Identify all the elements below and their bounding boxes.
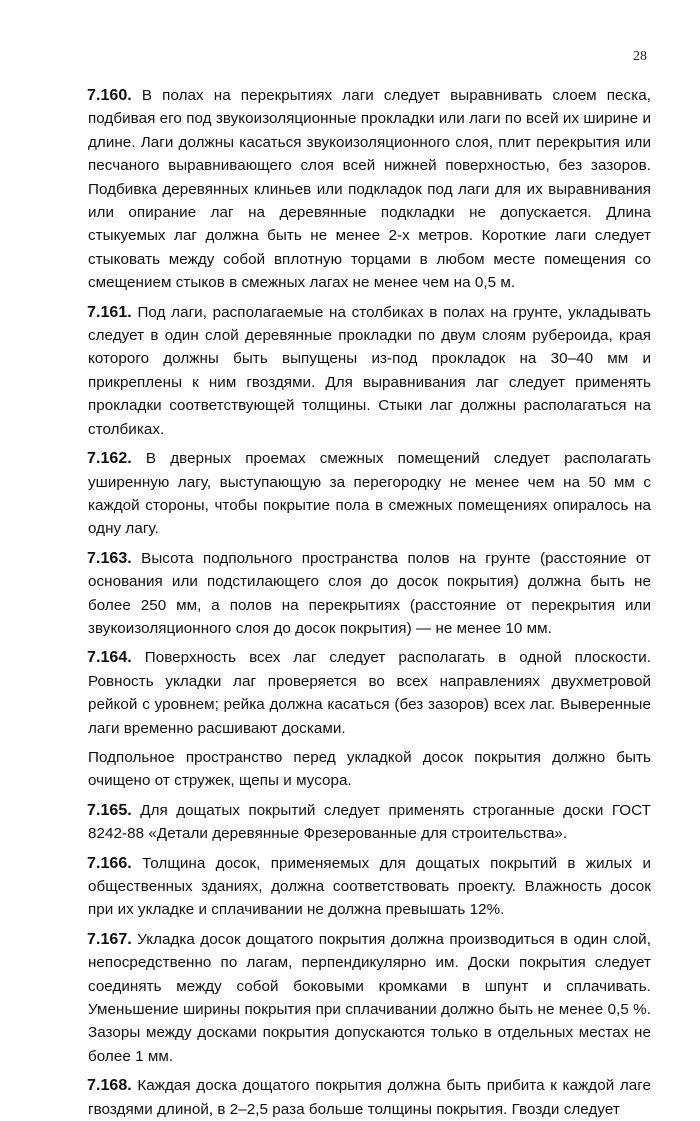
paragraph-text: Каждая доска дощатого покрытия должна быть прибита к каждой лаге гвоздями длиной, в 2–2,5 раза больше толщины покрытия. Гвозди следует	[88, 1077, 651, 1118]
paragraph-text: В дверных проемах смежных помещений следует располагать уширенную лагу, выступающую за перегородку не менее чем на 50 мм с каждой стороны, чтобы покрытие пола в смежных помещениях опиралось на одну лагу.	[88, 450, 651, 538]
paragraph-text: Толщина досок, применяемых для дощатых покрытий в жилых и общественных зданиях, должна соответствовать проекту. Влажность досок при их укладке и сплачивании не должна превышать 12%.	[88, 854, 651, 919]
paragraph-7-164	[88, 646, 651, 740]
paragraph-7-168	[88, 1074, 651, 1121]
clause-number: 7.160.	[87, 87, 132, 104]
paragraph-7-167	[88, 928, 651, 1068]
paragraph-text: Укладка досок дощатого покрытия должна производиться в один слой, непосредственно по лагам, перпендикулярно им. Доски покрытия следует соединять между собой боковыми кромками в шпунт и сплачивать. Уменьшение ширины покрытия при сплачивании должно быть не менее 0,5 %. Зазоры между досками покрытия допускаются только в отдельных местах не более 1 мм.	[88, 930, 651, 1065]
paragraph-7-161	[88, 301, 651, 441]
document-body	[88, 84, 651, 1121]
paragraph-7-162	[88, 447, 651, 541]
paragraph-text: Высота подпольного пространства полов на грунте (расстояние от основания или подстилающего слоя до досок покрытия) должна быть не более 250 мм, а полов на перекрытиях (расстояние от перекрытия или звукоизоляционного слоя до досок покрытия) — не менее 10 мм.	[88, 549, 651, 637]
paragraph-7-166	[88, 852, 651, 922]
paragraph-7-160	[88, 84, 651, 295]
clause-number: 7.162.	[87, 450, 132, 468]
paragraph-text: Под лаги, располагаемые на столбиках в полах на грунте, укладывать следует в один слой деревянные прокладки по двум слоям рубероида, края которого должны быть выпущены из-под прокладок на 30–40 мм и прикреплены к ним гвоздями. Для выравнивания лаг следует применять прокладки соответствующей толщины. Стыки лаг должны располагаться на столбиках.	[88, 303, 651, 438]
clause-number: 7.166.	[87, 854, 132, 872]
paragraph-7-163	[88, 547, 651, 641]
clause-number: 7.168.	[87, 1077, 132, 1095]
paragraph-text: Подпольное пространство перед укладкой досок покрытия должно быть очищено от стружек, щепы и мусора.	[88, 748, 651, 790]
paragraph-7-165	[88, 799, 651, 846]
paragraph-text: Поверхность всех лаг следует располагать в одной плоскости. Ровность укладки лаг проверяется во всех направлениях двухметровой рейкой с уровнем; рейка должна касаться (без зазоров) всех лаг. Выверенные лаги временно расшивают досками.	[88, 649, 651, 737]
clause-number: 7.167.	[87, 930, 132, 948]
clause-number: 7.164.	[87, 649, 132, 667]
paragraph-7-164-continued	[88, 746, 651, 793]
paragraph-text: Для дощатых покрытий следует применять строганные доски ГОСТ 8242-88 «Детали деревянные Фрезерованные для строительства».	[88, 801, 651, 843]
page-number: 28	[633, 49, 647, 64]
clause-number: 7.161.	[87, 303, 132, 321]
clause-number: 7.163.	[87, 549, 132, 567]
clause-number: 7.165.	[87, 801, 132, 819]
paragraph-text: В полах на перекрытиях лаги следует выравнивать слоем песка, подбивая его под звукоизоляционные прокладки или лаги по всей их ширине и длине. Лаги должны касаться звукоизоляционного слоя, плит перекрытия или песчаного выравнивающего слоя всей нижней поверхностью, без зазоров. Подбивка деревянных клиньев или подкладок под лаги для их выравнивания или опирание лаг на деревянные подкладки не допускается. Длина стыкуемых лаг должна быть не менее 2-х метров. Короткие лаги следует стыковать между собой вплотную торцами в любом месте помещения со смещением стыков в смежных лагах не менее чем на 0,5 м.	[88, 87, 651, 292]
